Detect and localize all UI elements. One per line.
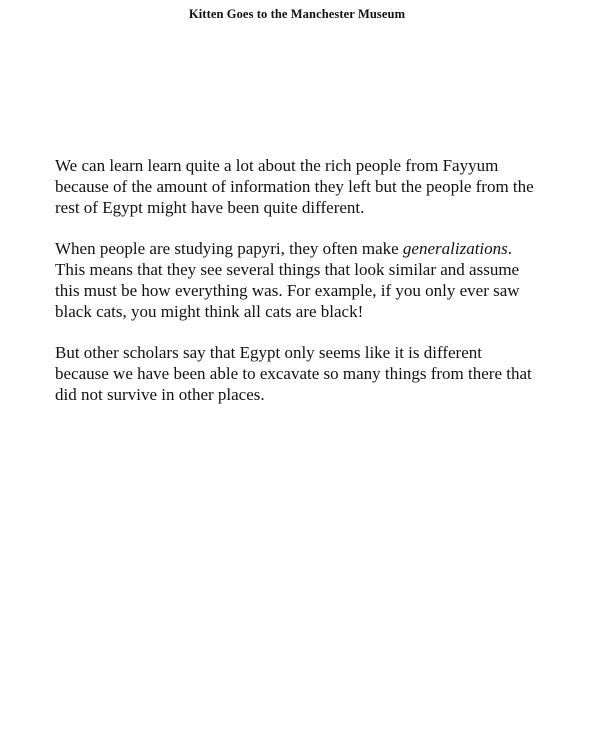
body-text	[55, 155, 535, 425]
paragraph-generalizations-start: When people are studying papyri, they often make	[55, 239, 403, 258]
paragraph-generalizations-end: . This means that they see several things that look similar and assume this must be how everything was. For example, if you only ever saw black cats, you might think all cats are black!	[55, 239, 520, 321]
paragraph-fayyum: We can learn learn quite a lot about the rich people from Fayyum because of the amount of information they left but the people from the rest of Egypt might have been quite different.	[55, 156, 534, 217]
paragraph-generalizations	[55, 238, 535, 322]
term-generalizations: generalizations	[402, 239, 508, 258]
paragraph-other-scholars: But other scholars say that Egypt only seems like it is different because we have been able to excavate so many things from there that did not survive in other places.	[55, 343, 532, 404]
page-header-title: Kitten Goes to the Manchester Museum	[188, 7, 406, 21]
